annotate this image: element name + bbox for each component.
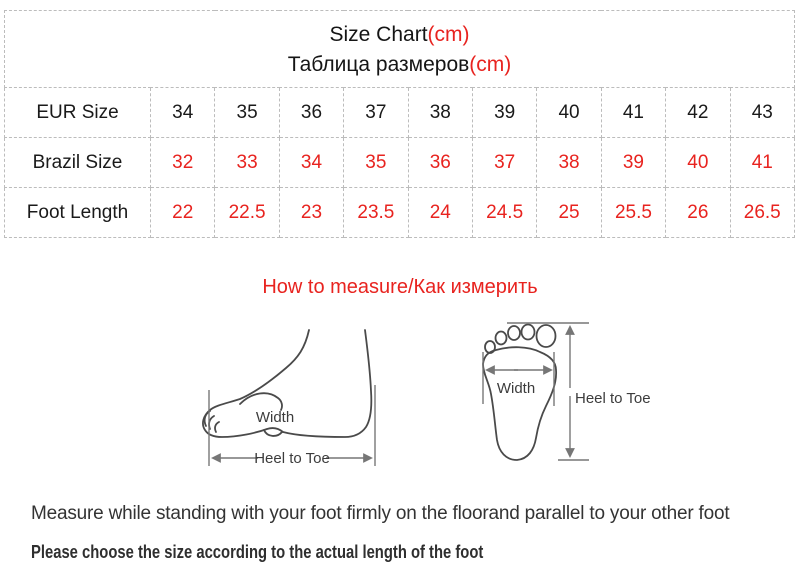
- size-value-cell: 34: [151, 88, 215, 138]
- size-value-cell: 41: [601, 88, 665, 138]
- toe: [522, 325, 535, 340]
- size-value-cell: 24.5: [472, 188, 536, 238]
- size-table-row: [5, 188, 795, 238]
- toe: [485, 341, 495, 353]
- size-value-cell: 32: [151, 138, 215, 188]
- size-value-cell: 22.5: [215, 188, 279, 238]
- width-label: Width: [255, 409, 295, 426]
- toe-line: [209, 416, 214, 429]
- size-table-row: [5, 88, 795, 138]
- size-value-cell: 36: [408, 138, 472, 188]
- choose-size-note: Please choose the size according to the actual length of the foot: [31, 541, 484, 562]
- row-label: EUR Size: [5, 88, 151, 138]
- size-value-cell: 22: [151, 188, 215, 238]
- size-chart-table: [4, 10, 795, 238]
- size-value-cell: 33: [215, 138, 279, 188]
- size-value-cell: 26: [666, 188, 730, 238]
- heel-to-toe-label: Heel to Toe: [254, 450, 330, 467]
- size-value-cell: 38: [537, 138, 601, 188]
- size-value-cell: 43: [730, 88, 794, 138]
- size-value-cell: 26.5: [730, 188, 794, 238]
- size-value-cell: 24: [408, 188, 472, 238]
- heel-to-toe-label: Heel to Toe: [575, 390, 651, 407]
- foot-side-view-diagram: [160, 306, 395, 478]
- how-to-measure-heading: How to measure/Как измерить: [262, 276, 538, 298]
- foot-top-view-diagram: [470, 306, 665, 474]
- width-label: Width: [496, 380, 536, 397]
- footprint-outline: [483, 347, 556, 460]
- toe: [508, 326, 520, 340]
- size-value-cell: 39: [601, 138, 665, 188]
- size-value-cell: 41: [730, 138, 794, 188]
- toe: [496, 332, 507, 345]
- big-toe: [537, 325, 556, 347]
- size-value-cell: 36: [279, 88, 343, 138]
- size-table-row: [5, 138, 795, 188]
- size-value-cell: 40: [666, 138, 730, 188]
- size-value-cell: 23: [279, 188, 343, 238]
- table-title-en: Size Chart(cm): [329, 22, 470, 46]
- size-value-cell: 40: [537, 88, 601, 138]
- ball-crease: [264, 430, 282, 436]
- table-title-cell: [5, 11, 795, 88]
- row-label: Foot Length: [5, 188, 151, 238]
- size-value-cell: 34: [279, 138, 343, 188]
- size-value-cell: 38: [408, 88, 472, 138]
- size-value-cell: 37: [472, 138, 536, 188]
- size-value-cell: 25.5: [601, 188, 665, 238]
- size-value-cell: 39: [472, 88, 536, 138]
- size-value-cell: 23.5: [344, 188, 408, 238]
- table-title-row: [5, 11, 795, 88]
- table-title-en-unit: (cm): [427, 22, 470, 46]
- table-title-ru-unit: (cm): [469, 52, 512, 76]
- size-value-cell: 42: [666, 88, 730, 138]
- row-label: Brazil Size: [5, 138, 151, 188]
- size-value-cell: 35: [215, 88, 279, 138]
- toe-line: [215, 422, 219, 432]
- measure-instruction-note: Measure while standing with your foot firmly on the floorand parallel to your other foot: [31, 503, 730, 524]
- size-value-cell: 37: [344, 88, 408, 138]
- size-value-cell: 25: [537, 188, 601, 238]
- table-title-ru: Таблица размеров(cm): [287, 52, 512, 76]
- size-value-cell: 35: [344, 138, 408, 188]
